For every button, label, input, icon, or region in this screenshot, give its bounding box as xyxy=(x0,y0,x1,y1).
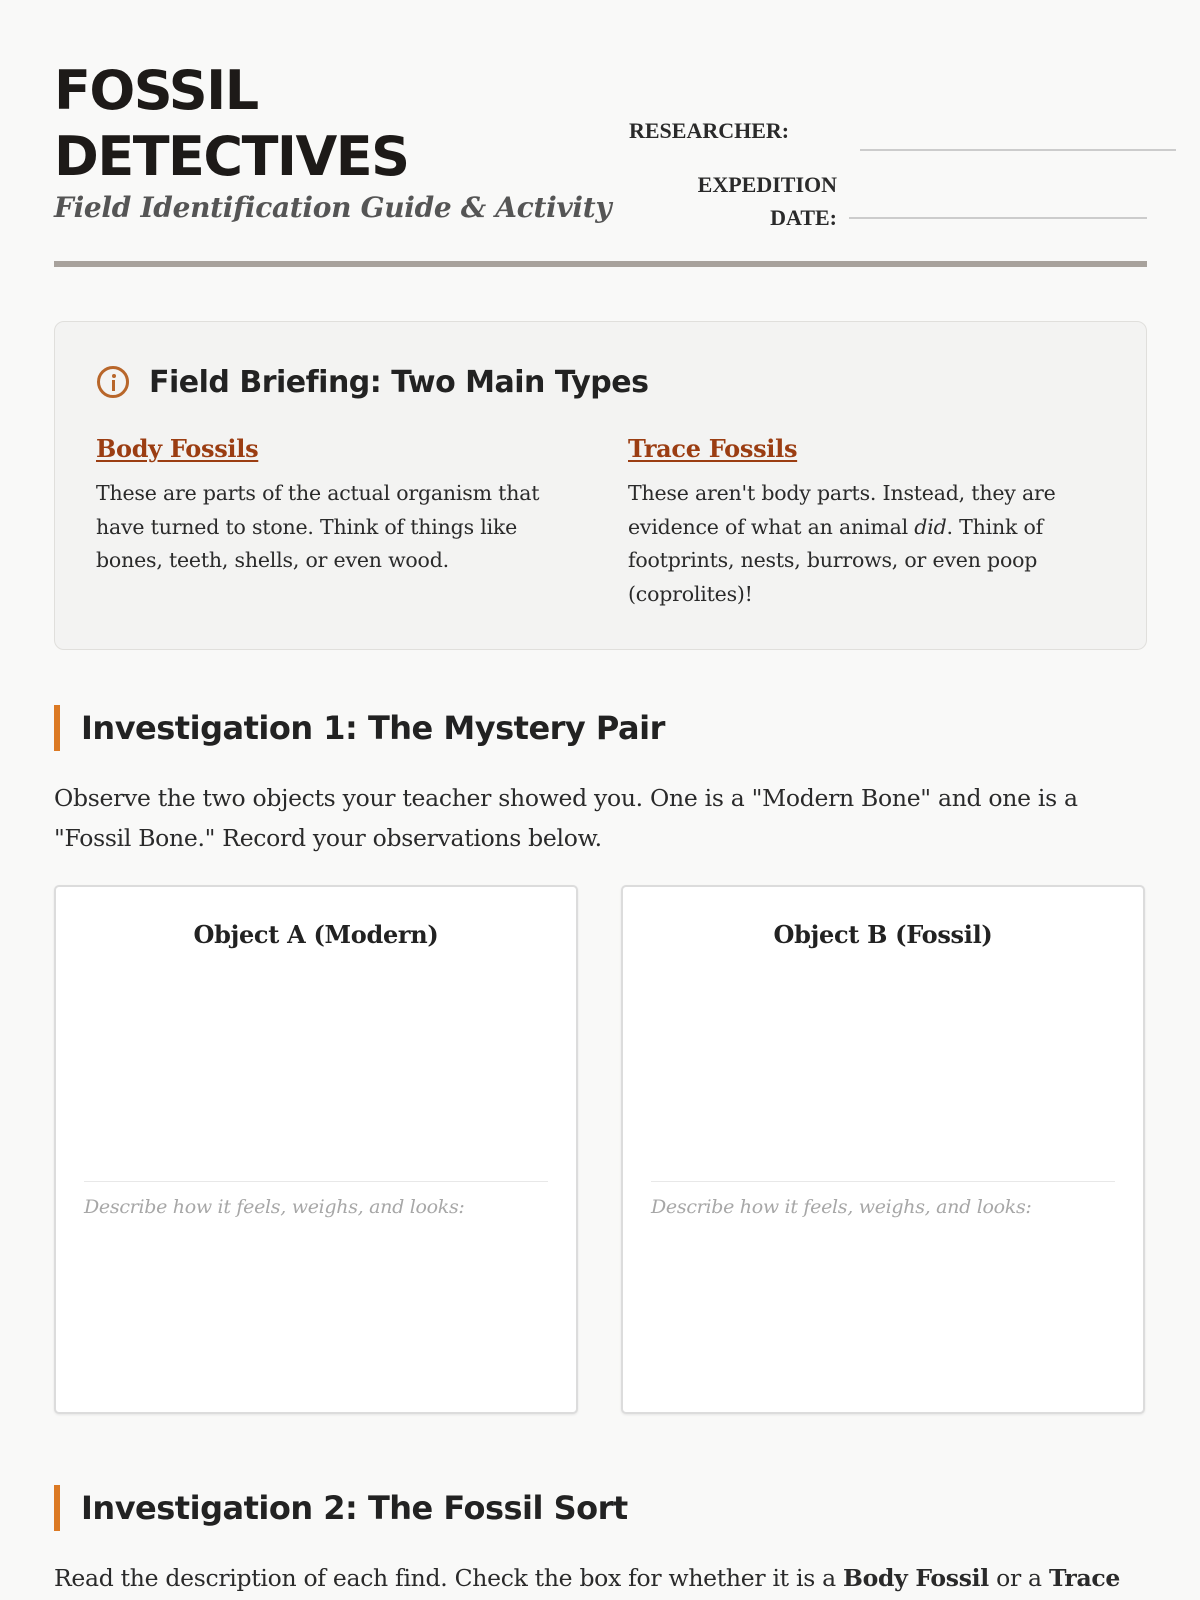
title-line-1: FOSSIL xyxy=(54,59,258,122)
briefing-header xyxy=(97,362,648,402)
object-a-title: Object A (Modern) xyxy=(193,920,439,949)
expedition-date-field xyxy=(654,168,1147,234)
body-fossils-heading: Body Fossils xyxy=(96,434,259,463)
researcher-write-line[interactable] xyxy=(860,149,1176,151)
body-fossils-column xyxy=(96,434,566,578)
researcher-label: RESEARCHER: xyxy=(629,118,790,143)
object-b-hint: Describe how it feels, weighs, and looks: xyxy=(651,1196,1032,1218)
emphasis-did: did xyxy=(914,514,947,539)
expedition-date-label xyxy=(654,168,837,234)
worksheet-page xyxy=(54,0,1147,1592)
expedition-label-line-1: EXPEDITION xyxy=(697,172,837,197)
trace-fossils-column xyxy=(628,434,1098,611)
object-b-title: Object B (Fossil) xyxy=(773,920,993,949)
header xyxy=(54,0,1147,268)
investigation-2-instructions: Read the description of each find. Check the box for whether it is a Body Fossil or a Trace xyxy=(54,1564,1121,1592)
investigation-2-heading: Investigation 2: The Fossil Sort xyxy=(54,1485,954,1531)
page-title xyxy=(54,58,409,190)
briefing-title: Field Briefing: Two Main Types xyxy=(149,364,649,400)
object-b-box[interactable] xyxy=(621,885,1145,1414)
object-a-hint: Describe how it feels, weighs, and looks: xyxy=(84,1196,465,1218)
info-icon xyxy=(97,366,129,398)
trace-fossils-heading: Trace Fossils xyxy=(628,434,798,463)
page-subtitle: Field Identification Guide & Activity xyxy=(54,191,612,224)
researcher-field xyxy=(629,118,1147,158)
title-line-2: DETECTIVES xyxy=(54,125,409,188)
header-divider xyxy=(54,261,1147,267)
investigation-1-instructions: Observe the two objects your teacher showed you. One is a "Modern Bone" and one is a "Fossil Bone." Record your observations below. xyxy=(54,784,1078,852)
investigation-1-heading: Investigation 1: The Mystery Pair xyxy=(54,705,954,751)
body-fossils-text: These are parts of the actual organism that have turned to stone. Think of things like bones, teeth, shells, or even wood. xyxy=(96,481,540,572)
expedition-date-write-line[interactable] xyxy=(849,217,1147,219)
object-b-divider xyxy=(651,1181,1115,1182)
object-a-box[interactable] xyxy=(54,885,578,1414)
object-a-divider xyxy=(84,1181,548,1182)
expedition-label-line-2: DATE: xyxy=(770,205,837,230)
field-briefing-card xyxy=(54,321,1147,650)
trace-fossils-text: These aren't body parts. Instead, they are evidence of what an animal did. Think of footprints, nests, burrows, or even poop (coprolites)! xyxy=(628,481,1056,606)
